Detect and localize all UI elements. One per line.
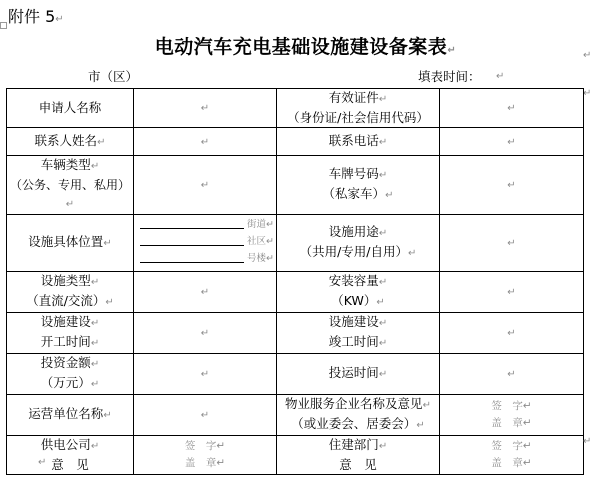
return-mark: ↵ [507,369,516,380]
anchor-marker [0,22,7,29]
contact-name-value[interactable] [134,128,277,156]
return-mark: ↵ [266,253,274,264]
return-mark: ↵ [447,45,457,56]
capacity-label: 安装容量↵ （KW）↵ [277,272,440,313]
return-mark: ↵ [583,50,592,61]
facility-type-label: 设施类型↵ （直流/交流）↵ [7,272,134,313]
registration-form-table [6,88,584,475]
plate-number-label: 车牌号码↵ （私家车）↵ [277,156,440,215]
return-mark: ↵ [378,338,388,349]
return-mark: ↵ [103,238,112,249]
operation-time-value[interactable] [440,354,584,395]
return-mark: ↵ [378,318,388,329]
return-mark: ↵ [583,436,592,447]
community-line [140,245,244,246]
applicant-name-label: 申请人名称 [7,89,134,128]
housing-dept-label: 住建部门↵ 意 见 [277,436,440,475]
usage-value[interactable] [440,215,584,272]
return-mark: ↵ [266,219,274,230]
return-mark: ↵ [90,441,100,452]
return-mark: ↵ [376,297,385,308]
return-mark: ↵ [90,338,100,349]
return-mark: ↵ [378,94,388,105]
return-mark: ↵ [507,103,516,114]
operation-time-label: 投运时间↵ [277,354,440,395]
return-mark: ↵ [507,180,516,191]
table-row [7,354,584,395]
return-mark: ↵ [200,103,210,114]
property-opinion-label: 物业服务企业名称及意见↵ （或业委会、居委会）↵ [277,395,440,436]
table-row [7,215,584,272]
return-mark: ↵ [378,441,388,452]
return-mark: ↵ [522,440,532,452]
table-row [7,156,584,215]
return-mark: ↵ [378,369,388,380]
usage-label: 设施用途↵ （共用/专用/自用）↵ [277,215,440,272]
signature-block: 签 字↵ 盖 章↵ [134,438,276,472]
contact-phone-value[interactable] [440,128,584,156]
facility-type-value[interactable] [134,272,277,313]
return-mark: ↵ [90,359,100,370]
return-mark: ↵ [507,238,516,249]
return-mark: ↵ [422,400,431,411]
return-mark: ↵ [378,277,388,288]
operator-value[interactable] [134,395,277,436]
vehicle-type-value[interactable] [134,156,277,215]
table-row [7,395,584,436]
return-mark: ↵ [200,136,210,148]
attachment-text: 附件 5 [8,7,56,26]
return-mark: ↵ [496,71,505,82]
plate-number-value[interactable] [440,156,584,215]
return-mark: ↵ [105,297,114,308]
return-mark: ↵ [266,236,274,247]
applicant-name-value[interactable] [134,89,277,128]
contact-phone-label: 联系电话↵ [277,128,440,156]
power-company-signature[interactable] [134,436,277,475]
signature-block: 签 字↵ 盖 章↵ [440,398,583,432]
contact-name-label: 联系人姓名↵ [7,128,134,156]
return-mark: ↵ [90,277,100,288]
return-mark: ↵ [200,369,210,380]
return-mark: ↵ [408,248,417,259]
return-mark: ↵ [378,136,388,148]
capacity-value[interactable] [440,272,584,313]
housing-dept-signature[interactable] [440,436,584,475]
return-mark: ↵ [385,190,394,201]
completion-time-value[interactable] [440,313,584,354]
completion-time-label: 设施建设↵ 竣工时间↵ [277,313,440,354]
investment-value[interactable] [134,354,277,395]
operator-label: 运营单位名称↵ [7,395,134,436]
city-label: 市（区） [88,69,139,84]
return-mark: ↵ [90,161,100,172]
return-mark: ↵ [200,410,210,421]
table-row [7,436,584,475]
location-label: 设施具体位置↵ [7,215,134,272]
vehicle-type-label: 车辆类型↵ （公务、专用、私用）↵ [7,156,134,215]
building-line [140,262,244,263]
return-mark: ↵ [522,417,532,429]
return-mark: ↵ [583,88,592,99]
community-label: 社区↵ [247,236,274,247]
return-mark: ↵ [200,328,210,339]
table-row [7,128,584,156]
return-mark: ↵ [103,410,112,421]
return-mark: ↵ [378,228,388,239]
valid-id-label: 有效证件↵ （身份证/社会信用代码） [277,89,440,128]
start-time-label: 设施建设↵ 开工时间↵ [7,313,134,354]
return-mark: ↵ [90,379,100,390]
location-value[interactable] [134,215,277,272]
power-company-label: 供电公司↵ 意 见 [7,436,134,475]
table-row [7,313,584,354]
return-mark: ↵ [216,457,226,469]
table-row [7,272,584,313]
valid-id-value[interactable] [440,89,584,128]
table-row [7,89,584,128]
return-mark: ↵ [55,14,64,25]
street-line [140,228,244,229]
page-title [0,35,611,63]
start-time-value[interactable] [134,313,277,354]
return-mark: ↵ [507,136,516,148]
title-text: 电动汽车充电基础设施建设备案表 [154,36,448,58]
return-mark: ↵ [378,170,388,181]
signature-block: 签 字↵ 盖 章↵ [440,438,583,472]
property-opinion-signature[interactable] [440,395,584,436]
return-mark: ↵ [200,287,210,298]
street-label: 街道↵ [247,219,274,230]
return-mark: ↵ [216,440,226,452]
return-mark: ↵ [522,457,532,469]
investment-label: 投资金额↵ （万元）↵ [7,354,134,395]
return-mark: ↵ [507,328,516,339]
return-mark: ↵ [200,180,210,191]
attachment-label [8,7,64,30]
return-mark: ↵ [97,136,106,148]
fill-time-label: 填表时间： [418,69,481,84]
return-mark: ↵ [416,420,425,431]
return-mark: ↵ [522,400,532,412]
building-label: 号楼↵ [247,253,274,264]
return-mark: ↵ [38,457,47,468]
return-mark: ↵ [90,318,100,329]
return-mark: ↵ [507,287,516,298]
return-mark: ↵ [65,199,75,210]
